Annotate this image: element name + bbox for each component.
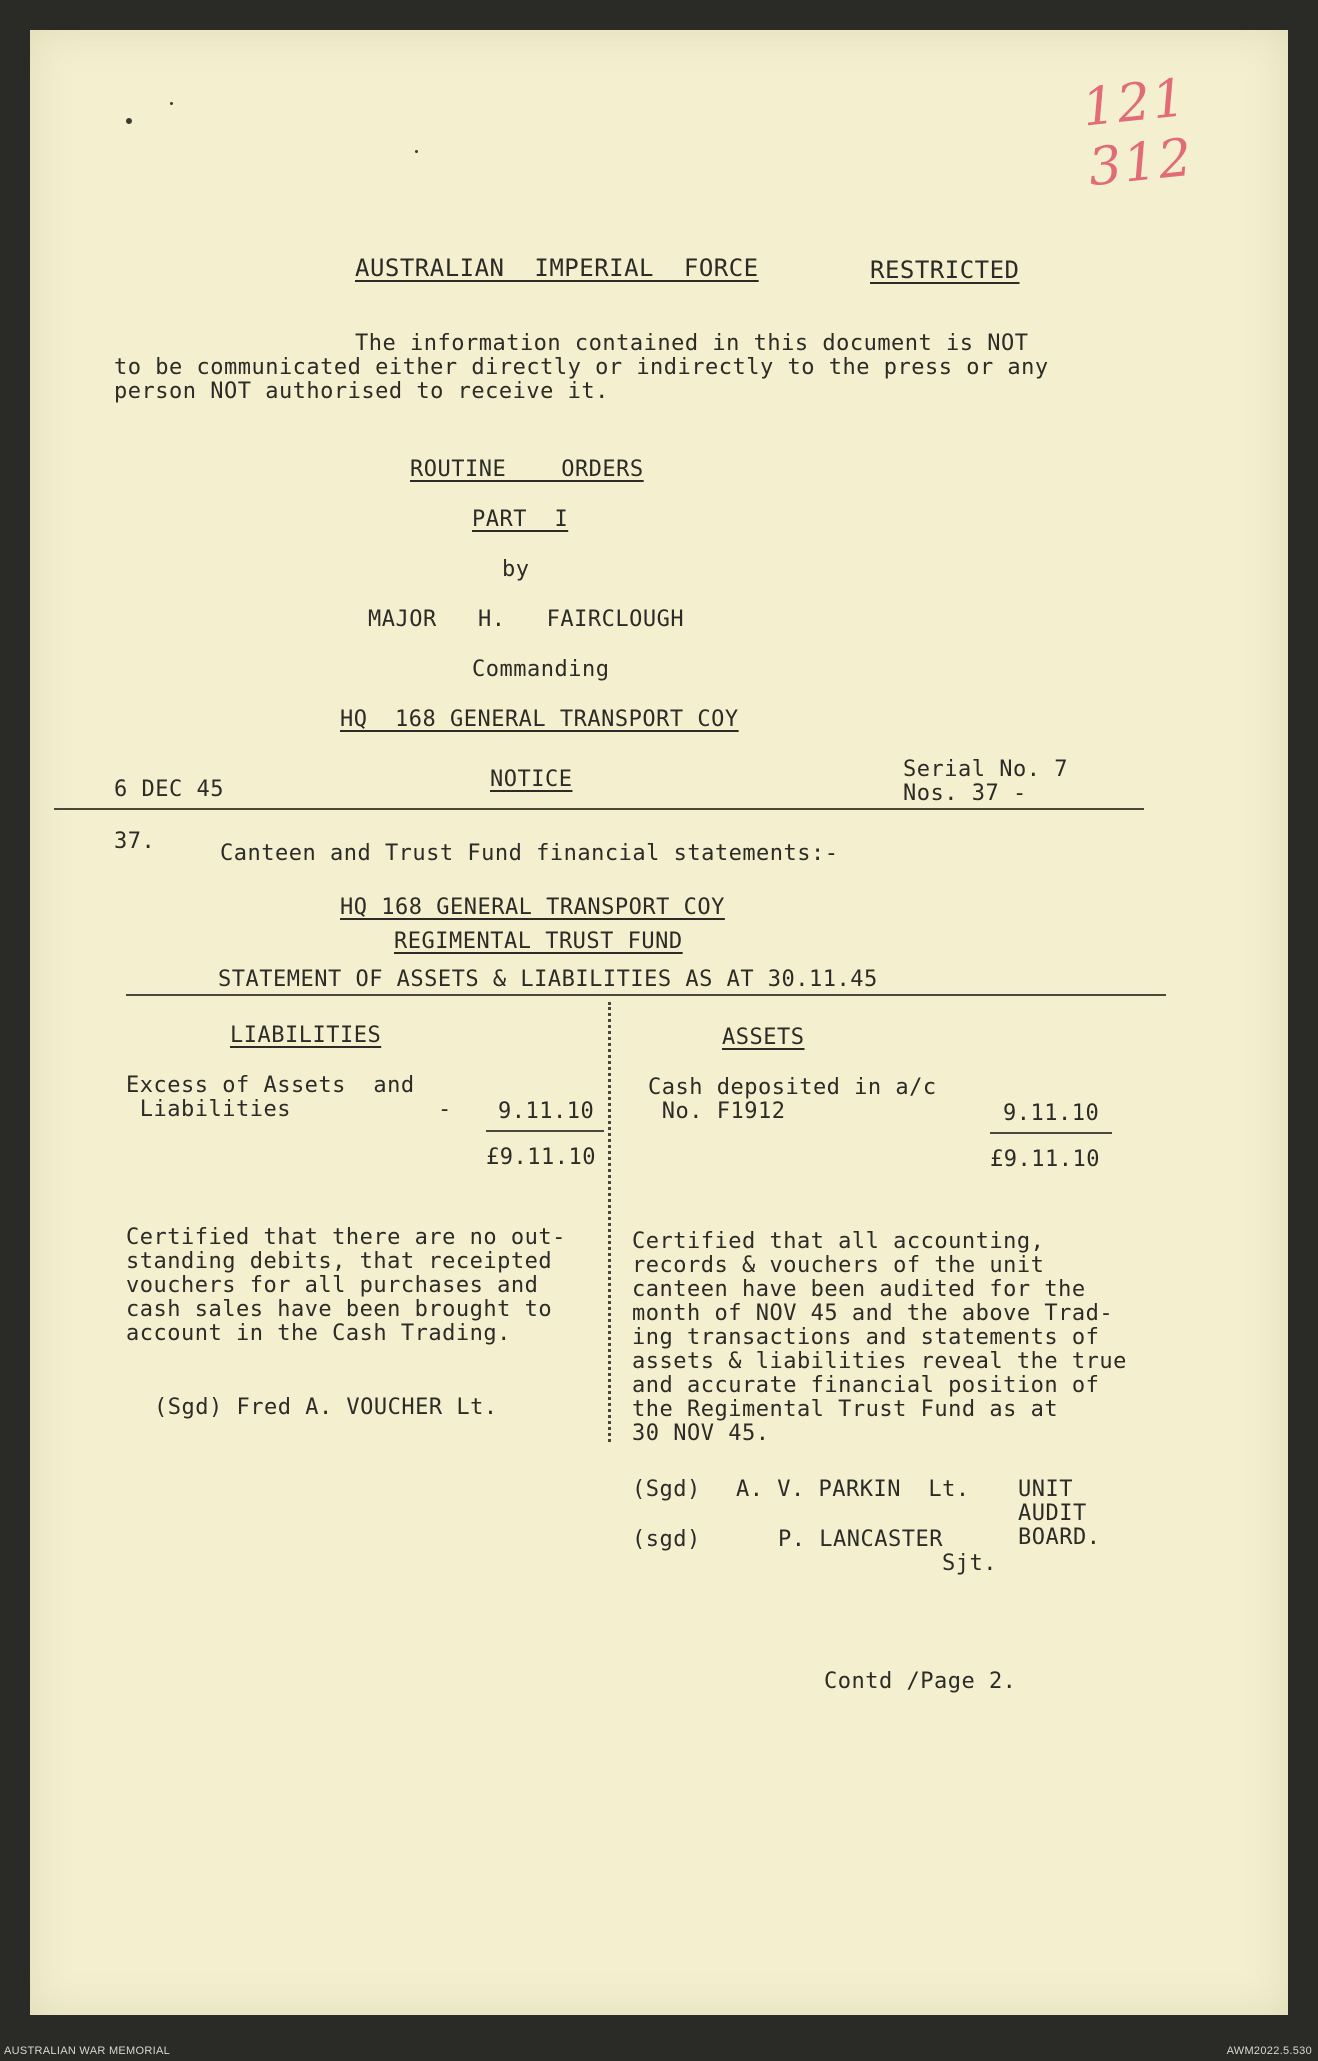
assets-heading: ASSETS bbox=[722, 1025, 805, 1050]
audit-board-line-3: BOARD. bbox=[1018, 1525, 1101, 1550]
left-cert-line-3: vouchers for all purchases and bbox=[126, 1273, 539, 1298]
paper-blemish bbox=[126, 118, 132, 124]
item-text: Canteen and Trust Fund financial statements:- bbox=[220, 841, 839, 866]
right-cert-line-1: Certified that all accounting, bbox=[632, 1229, 1045, 1254]
officer-name: MAJOR H. FAIRCLOUGH bbox=[368, 607, 685, 632]
classification-label: RESTRICTED bbox=[870, 256, 1020, 284]
liabilities-heading: LIABILITIES bbox=[230, 1023, 382, 1048]
signature-1-name: A. V. PARKIN Lt. bbox=[736, 1477, 970, 1502]
notice-divider bbox=[54, 808, 1144, 810]
right-cert-line-3: canteen have been audited for the bbox=[632, 1277, 1086, 1302]
footer-right: AWM2022.5.530 bbox=[1226, 2045, 1312, 2057]
assets-item-line-2: No. F1912 bbox=[648, 1099, 786, 1124]
footer-left: AUSTRALIAN WAR MEMORIAL bbox=[4, 2045, 171, 2057]
right-cert-line-9: 30 NOV 45. bbox=[632, 1421, 770, 1446]
right-cert-line-7: and accurate financial position of bbox=[632, 1373, 1100, 1398]
right-cert-line-6: assets & liabilities reveal the true bbox=[632, 1349, 1127, 1374]
continued-note: Contd /Page 2. bbox=[824, 1669, 1017, 1694]
serial-number: Serial No. 7 bbox=[903, 757, 1068, 782]
liabilities-item-line-2: Liabilities bbox=[126, 1097, 291, 1122]
right-cert-line-5: ing transactions and statements of bbox=[632, 1325, 1100, 1350]
liabilities-dash: - bbox=[438, 1097, 452, 1122]
warning-line-2: to be communicated either directly or indirectly to the press or any bbox=[114, 355, 1049, 380]
assets-item-line-1: Cash deposited in a/c bbox=[648, 1075, 937, 1100]
right-cert-line-4: month of NOV 45 and the above Trad- bbox=[632, 1301, 1114, 1326]
paper-blemish bbox=[415, 150, 418, 153]
statement-divider bbox=[126, 994, 1166, 996]
signature-2-name: P. LANCASTER bbox=[778, 1527, 943, 1552]
signature-2-prefix: (sgd) bbox=[632, 1527, 701, 1552]
routine-orders-title: ROUTINE ORDERS bbox=[410, 457, 644, 482]
liabilities-total: £9.11.10 bbox=[486, 1145, 596, 1170]
warning-line-1: The information contained in this document is NOT bbox=[355, 331, 1029, 356]
warning-line-3: person NOT authorised to receive it. bbox=[114, 379, 609, 404]
liabilities-amount: 9.11.10 bbox=[498, 1099, 595, 1124]
statement-unit: HQ 168 GENERAL TRANSPORT COY bbox=[340, 895, 725, 920]
audit-board-line-1: UNIT bbox=[1018, 1477, 1073, 1502]
item-number: 37. bbox=[114, 829, 156, 854]
statement-fund: REGIMENTAL TRUST FUND bbox=[394, 929, 683, 954]
left-cert-line-4: cash sales have been brought to bbox=[126, 1297, 553, 1322]
signature-1-prefix: (Sgd) bbox=[632, 1477, 701, 1502]
liabilities-total-rule bbox=[486, 1130, 604, 1132]
signature-2-rank: Sjt. bbox=[942, 1551, 997, 1576]
paper-blemish bbox=[170, 102, 173, 105]
notice-heading: NOTICE bbox=[490, 767, 573, 792]
assets-total-rule bbox=[990, 1132, 1112, 1134]
assets-total: £9.11.10 bbox=[990, 1147, 1100, 1172]
order-date: 6 DEC 45 bbox=[114, 777, 224, 802]
statement-heading: STATEMENT OF ASSETS & LIABILITIES AS AT 30.11.45 bbox=[218, 967, 878, 992]
commanding-label: Commanding bbox=[472, 657, 610, 682]
left-cert-signature: (Sgd) Fred A. VOUCHER Lt. bbox=[154, 1395, 498, 1420]
left-cert-line-2: standing debits, that receipted bbox=[126, 1249, 553, 1274]
left-cert-line-1: Certified that there are no out- bbox=[126, 1225, 566, 1250]
right-cert-line-2: records & vouchers of the unit bbox=[632, 1253, 1045, 1278]
audit-board-line-2: AUDIT bbox=[1018, 1501, 1087, 1526]
part-label: PART I bbox=[472, 507, 569, 532]
column-divider bbox=[608, 1002, 611, 1442]
liabilities-item-line-1: Excess of Assets and bbox=[126, 1073, 415, 1098]
left-cert-line-5: account in the Cash Trading. bbox=[126, 1321, 511, 1346]
document-page bbox=[30, 30, 1288, 2015]
handwritten-page-mark: 121 312 bbox=[1079, 67, 1197, 199]
assets-amount: 9.11.10 bbox=[1003, 1101, 1100, 1126]
unit-title: HQ 168 GENERAL TRANSPORT COY bbox=[340, 707, 739, 732]
order-numbers: Nos. 37 - bbox=[903, 781, 1027, 806]
force-title: AUSTRALIAN IMPERIAL FORCE bbox=[355, 254, 759, 282]
right-cert-line-8: the Regimental Trust Fund as at bbox=[632, 1397, 1059, 1422]
by-label: by bbox=[502, 557, 530, 582]
